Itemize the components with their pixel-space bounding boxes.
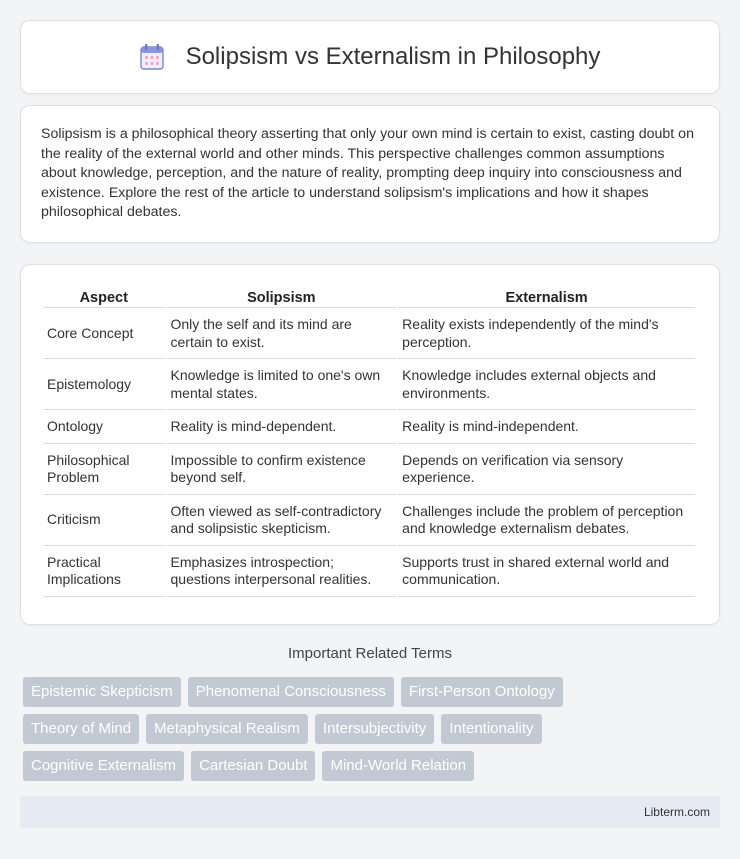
solipsism-cell: Often viewed as self-contradictory and solipsistic skepticism. [167,495,397,546]
footer [20,796,720,828]
page-title: Solipsism vs Externalism in Philosophy [185,43,601,70]
solipsism-cell: Only the self and its mind are certain to exist. [167,308,397,359]
table-row [43,495,695,546]
comparison-table [41,285,697,597]
solipsism-cell: Impossible to confirm existence beyond self. [167,444,397,495]
solipsism-cell: Knowledge is limited to one's own mental states. [167,359,397,410]
tag-row [23,714,723,744]
table-row [43,546,695,597]
related-terms [23,677,723,788]
header-solipsism: Solipsism [167,285,397,308]
calendar-icon [140,44,164,70]
solipsism-cell: Emphasizes introspection; questions interpersonal realities. [167,546,397,597]
externalism-cell: Knowledge includes external objects and environments. [398,359,695,410]
aspect-cell: Core Concept [43,308,165,359]
externalism-cell: Reality exists independently of the mind's perception. [398,308,695,359]
tag-cognitive-externalism[interactable]: Cognitive Externalism [23,751,184,781]
tag-cartesian-doubt[interactable]: Cartesian Doubt [191,751,315,781]
footer-site-link[interactable]: Libterm.com [643,805,710,819]
solipsism-cell: Reality is mind-dependent. [167,410,397,444]
intro-text: Solipsism is a philosophical theory asserting that only your own mind is certain to exist, casting doubt on the reality of the external world and other minds. This perspective challenges common assumptions about knowledge, perception, and the nature of reality, prompting deep inquiry into consciousness and existence. Explore the rest of the article to understand solipsism's implications and how it shapes philosophical debates. [41,126,694,221]
table-row [43,359,695,410]
tag-theory-of-mind[interactable]: Theory of Mind [23,714,139,744]
header-card [20,20,720,94]
tag-phenomenal-consciousness[interactable]: Phenomenal Consciousness [188,677,394,707]
aspect-cell: Philosophical Problem [43,444,165,495]
externalism-cell: Depends on verification via sensory experience. [398,444,695,495]
aspect-cell: Ontology [43,410,165,444]
table-row [43,410,695,444]
table-row [43,308,695,359]
intro-card [20,105,720,243]
tag-intentionality[interactable]: Intentionality [441,714,541,744]
aspect-cell: Epistemology [43,359,165,410]
tag-mind-world-relation[interactable]: Mind-World Relation [322,751,474,781]
tag-row [23,751,723,781]
table-header-row [43,285,695,308]
header-aspect: Aspect [43,285,165,308]
externalism-cell: Challenges include the problem of perception and knowledge externalism debates. [398,495,695,546]
comparison-card [20,264,720,625]
aspect-cell: Practical Implications [43,546,165,597]
externalism-cell: Reality is mind-independent. [398,410,695,444]
tag-first-person-ontology[interactable]: First-Person Ontology [401,677,563,707]
related-terms-title: Important Related Terms [288,645,452,662]
tag-intersubjectivity[interactable]: Intersubjectivity [315,714,434,744]
tag-metaphysical-realism[interactable]: Metaphysical Realism [146,714,308,744]
aspect-cell: Criticism [43,495,165,546]
externalism-cell: Supports trust in shared external world and communication. [398,546,695,597]
tag-row [23,677,723,707]
tag-epistemic-skepticism[interactable]: Epistemic Skepticism [23,677,181,707]
table-row [43,444,695,495]
header-externalism: Externalism [398,285,695,308]
